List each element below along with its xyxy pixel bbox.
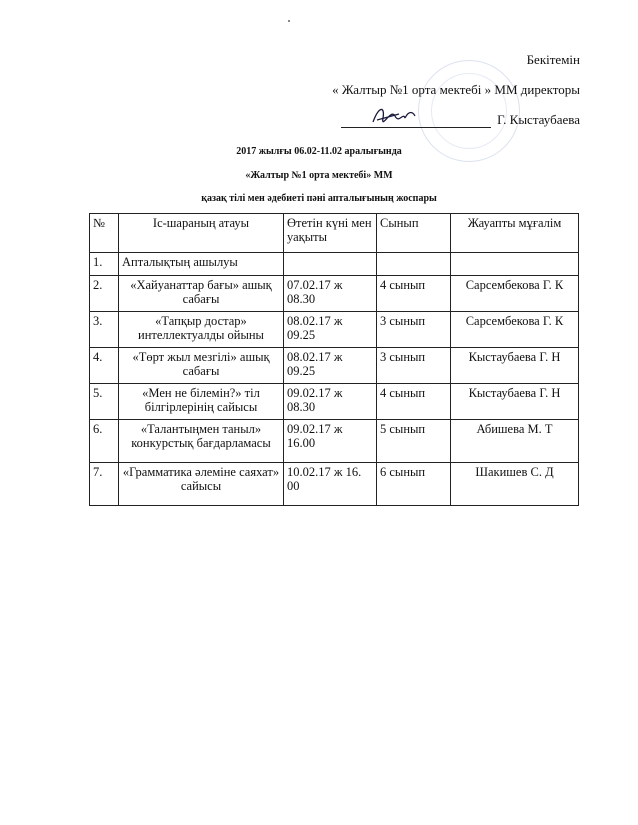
approval-title: Бекітемін <box>526 52 580 67</box>
heading-dates: 2017 жылғы 06.02-11.02 аралығында <box>236 146 402 157</box>
row-teacher: Кыстаубаева Г. Н <box>451 384 579 420</box>
row-number: 6. <box>90 420 119 463</box>
approval-org: « Жалтыр №1 орта мектебі » ММ директоры <box>332 82 580 97</box>
table-row <box>90 348 579 384</box>
row-grade: 3 сынып <box>377 312 451 348</box>
row-teacher: Абишева М. Т <box>451 420 579 463</box>
row-date-time: 07.02.17 ж 08.30 <box>284 276 377 312</box>
row-grade: 6 сынып <box>377 463 451 506</box>
row-grade <box>377 253 451 276</box>
row-number: 5. <box>90 384 119 420</box>
table-row <box>90 463 579 506</box>
row-event-name: «Талантыңмен таныл» конкурстық бағдарламасы <box>119 420 284 463</box>
row-number: 7. <box>90 463 119 506</box>
header-grade: Сынып <box>377 214 451 253</box>
table-row <box>90 384 579 420</box>
heading-subject: қазақ тілі мен әдебиеті пәні апталығының жоспары <box>201 193 437 204</box>
row-number: 4. <box>90 348 119 384</box>
row-number: 3. <box>90 312 119 348</box>
row-teacher: Шакишев С. Д <box>451 463 579 506</box>
table-row <box>90 420 579 463</box>
row-teacher: Сарсембекова Г. К <box>451 276 579 312</box>
approval-signature-line <box>341 112 580 128</box>
table-header-row <box>90 214 579 253</box>
row-event-name: Апталықтың ашылуы <box>119 253 284 276</box>
row-date-time: 08.02.17 ж 09.25 <box>284 348 377 384</box>
heading-school: «Жалтыр №1 орта мектебі» ММ <box>245 170 393 181</box>
row-teacher: Кыстаубаева Г. Н <box>451 348 579 384</box>
row-number: 2. <box>90 276 119 312</box>
row-event-name: «Тапқыр достар» интеллектуалды ойыны <box>119 312 284 348</box>
approval-signer: Г. Кыстаубаева <box>497 112 580 127</box>
header-teacher: Жауапты мұғалім <box>451 214 579 253</box>
row-number: 1. <box>90 253 119 276</box>
table-row <box>90 276 579 312</box>
row-date-time: 10.02.17 ж 16. 00 <box>284 463 377 506</box>
row-teacher: Сарсембекова Г. К <box>451 312 579 348</box>
row-date-time: 09.02.17 ж 16.00 <box>284 420 377 463</box>
row-event-name: «Грамматика әлеміне саяхат» сайысы <box>119 463 284 506</box>
row-event-name: «Хайуанаттар бағы» ашық сабағы <box>119 276 284 312</box>
row-date-time <box>284 253 377 276</box>
row-event-name: «Төрт жыл мезгілі» ашық сабағы <box>119 348 284 384</box>
row-grade: 3 сынып <box>377 348 451 384</box>
scan-speck <box>288 20 290 22</box>
table-row <box>90 312 579 348</box>
row-grade: 4 сынып <box>377 384 451 420</box>
row-event-name: «Мен не білемін?» тіл білгірлерінің сайысы <box>119 384 284 420</box>
signature <box>341 114 491 128</box>
row-date-time: 08.02.17 ж 09.25 <box>284 312 377 348</box>
plan-table <box>89 213 579 506</box>
row-date-time: 09.02.17 ж 08.30 <box>284 384 377 420</box>
header-number: № <box>90 214 119 253</box>
row-grade: 4 сынып <box>377 276 451 312</box>
header-date-time: Өтетін күні мен уақыты <box>284 214 377 253</box>
row-grade: 5 сынып <box>377 420 451 463</box>
table-row <box>90 253 579 276</box>
row-teacher <box>451 253 579 276</box>
header-event-name: Іс-шараның атауы <box>119 214 284 253</box>
